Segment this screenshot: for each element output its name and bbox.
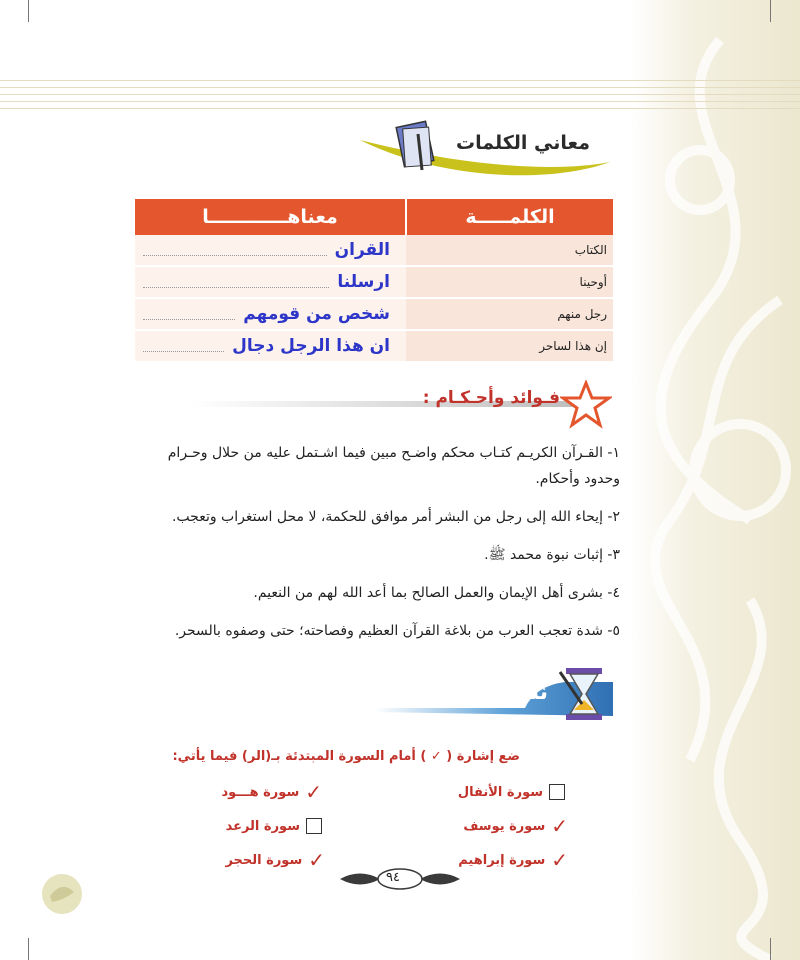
activity-option-ibrahim[interactable]: ✓ سورة إبراهيم bbox=[458, 848, 568, 872]
crop-mark bbox=[28, 0, 29, 22]
star-icon bbox=[560, 380, 612, 430]
vocab-meaning: ارسلنا bbox=[337, 272, 390, 292]
side-ornament bbox=[630, 0, 800, 960]
vocab-title: معاني الكلمات bbox=[455, 132, 590, 154]
benefit-item: ٥- شدة تعجب العرب من بلاغة القرآن العظيم وفصاحته؛ حتى وصفوه بالسحر. bbox=[174, 623, 620, 639]
vocab-row bbox=[135, 266, 613, 298]
dotted-line bbox=[143, 318, 235, 320]
dotted-line bbox=[143, 350, 224, 352]
benefits-list bbox=[130, 440, 620, 656]
benefit-item: ٣- إثبات نبوة محمد ﷺ. bbox=[484, 547, 620, 563]
header-rule-lines bbox=[0, 80, 800, 115]
activity-option-yusuf[interactable]: ✓ سورة يوسف bbox=[463, 814, 568, 838]
vocab-meaning: ان هذا الرجل دجال bbox=[232, 336, 390, 356]
vocab-word: أوحينا bbox=[406, 266, 613, 298]
dotted-line bbox=[143, 254, 327, 256]
crop-mark bbox=[28, 938, 29, 960]
benefit-item: ٤- بشرى أهل الإيمان والعمل الصالح بما أعد الله لهم من النعيم. bbox=[253, 585, 620, 601]
check-icon[interactable]: ✓ bbox=[305, 780, 322, 804]
activity-instruction: ضع إشارة ( ✓ ) أمام السورة المبتدئة بـ(الر) فيما يأتي: bbox=[172, 749, 520, 764]
book-icon bbox=[392, 120, 440, 174]
page-number-ornament bbox=[340, 866, 460, 892]
vocab-header-meaning: معناهــــــــــــا bbox=[135, 199, 406, 235]
vocab-meaning: شخص من قومهم bbox=[243, 304, 390, 324]
crop-mark bbox=[770, 938, 771, 960]
vocab-row bbox=[135, 235, 613, 266]
check-icon[interactable]: ✓ bbox=[308, 848, 325, 872]
vocab-word: الكتاب bbox=[406, 235, 613, 266]
activity-option-anfal[interactable]: سورة الأنفال bbox=[458, 784, 565, 800]
check-icon[interactable]: ✓ bbox=[551, 848, 568, 872]
hourglass-pen-icon bbox=[556, 664, 614, 724]
activity-option-raad[interactable]: سورة الرعد bbox=[226, 818, 322, 834]
activity-option-hijr[interactable]: ✓ سورة الحجر bbox=[225, 848, 325, 872]
vocab-row bbox=[135, 298, 613, 330]
vocab-table bbox=[135, 199, 613, 363]
crop-mark bbox=[770, 0, 771, 22]
benefits-title: فـوائد وأحـكـام : bbox=[422, 388, 560, 408]
vocab-meaning: القران bbox=[334, 240, 390, 260]
checkbox-empty[interactable] bbox=[549, 784, 565, 800]
dotted-line bbox=[143, 286, 329, 288]
vocab-row bbox=[135, 330, 613, 362]
checkbox-empty[interactable] bbox=[306, 818, 322, 834]
vocab-word: إن هذا لساحر bbox=[406, 330, 613, 362]
vocab-word: رجل منهم bbox=[406, 298, 613, 330]
benefit-item: ٢- إيحاء الله إلى رجل من البشر أمر موافق للحكمة، لا محل استغراب وتعجب. bbox=[171, 509, 620, 525]
page-number: ٩٤ bbox=[386, 870, 400, 885]
publisher-logo-icon bbox=[38, 870, 86, 918]
activity-option-hud[interactable]: ✓ سورة هـــود bbox=[221, 780, 322, 804]
activity-title: نشاط bbox=[486, 680, 548, 705]
benefit-item: ١- القـرآن الكريـم كتـاب محكم واضـح مبين فيما اشـتمل عليه من حلال وحـرام وحدود وأحكام. bbox=[167, 445, 620, 487]
check-icon[interactable]: ✓ bbox=[551, 814, 568, 838]
vocab-header-word: الكلمـــــة bbox=[406, 199, 613, 235]
